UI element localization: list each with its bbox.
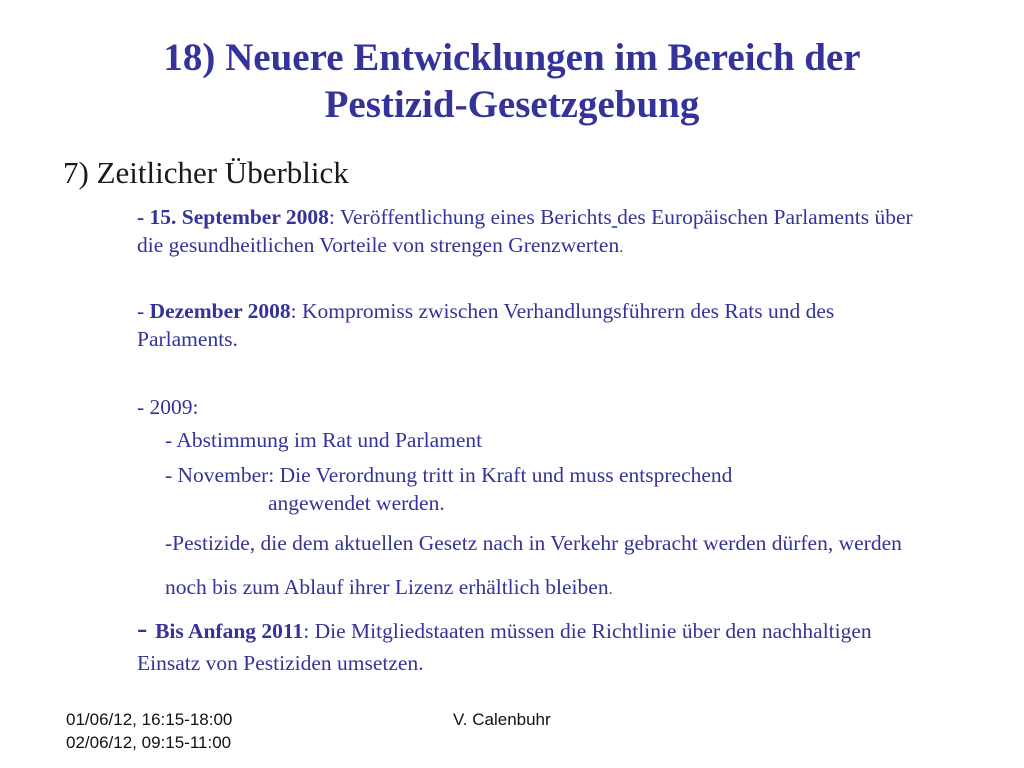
footer-dates [66,708,232,754]
footer-date-line1: 01/06/12, 16:15-18:00 [66,710,233,729]
entry-colon: : [192,395,199,419]
entry-period: . [608,581,613,598]
entry-text: Kompromiss zwischen Verhandlungsführern des Rats und des Parlaments. [137,299,835,351]
entry-colon: : [328,205,335,229]
timeline-entry-2011 [137,612,937,679]
entry-text-continued: des Europäischen Parlaments über die gesundheitlichen Vorteile von strengen Grenzwerten [137,205,913,257]
entry-period: . [619,239,624,256]
entry-dash: - [137,299,150,323]
sub-item-pesticides [165,521,945,612]
timeline-entry-2009 [137,393,937,421]
entry-colon: : [290,299,297,323]
footer-date-line2: 02/06/12, 09:15-11:00 [66,733,232,752]
timeline-entry-dec-2008 [137,297,937,353]
timeline-entry-sept-2008 [137,203,937,262]
entry-text: Veröffentlichung eines Berichts [334,205,612,229]
footer-author: V. Calenbuhr [453,710,551,729]
entry-text: Die Mitgliedstaaten müssen die Richtlinie über den nachhaltigen Einsatz von Pestiziden umsetzen. [137,619,872,675]
sub-item-pesticides-text: -Pestizide, die dem aktuellen Gesetz nach in Verkehr gebracht werden dürfen, werden noch bis zum Ablauf ihrer Lizenz erhältlich bleiben [165,531,902,599]
section-subheading: 7) Zeitlicher Überblick [63,155,349,190]
sub-item-vote: - Abstimmung im Rat und Parlament [165,428,483,452]
entry-dash: - [137,610,156,645]
entry-dash: - [137,395,150,419]
entry-date: - 15. September 2008 [137,205,329,229]
slide-title-line1: 18) Neuere Entwicklungen im Bereich der [163,36,861,79]
slide-title [40,34,984,128]
slide-title-line2: Pestizid-Gesetzgebung [324,83,700,126]
entry-date: Bis Anfang 2011 [155,619,304,643]
sub-item-november-line1: - November: Die Verordnung tritt in Kraft und muss entsprechend [165,463,733,487]
sub-item-november [165,461,945,517]
sub-item-november-line2: angewendet werden. [268,491,445,515]
entry-date: Dezember 2008 [149,299,291,323]
entry-date: 2009 [149,395,193,419]
entry-colon: : [303,619,310,643]
